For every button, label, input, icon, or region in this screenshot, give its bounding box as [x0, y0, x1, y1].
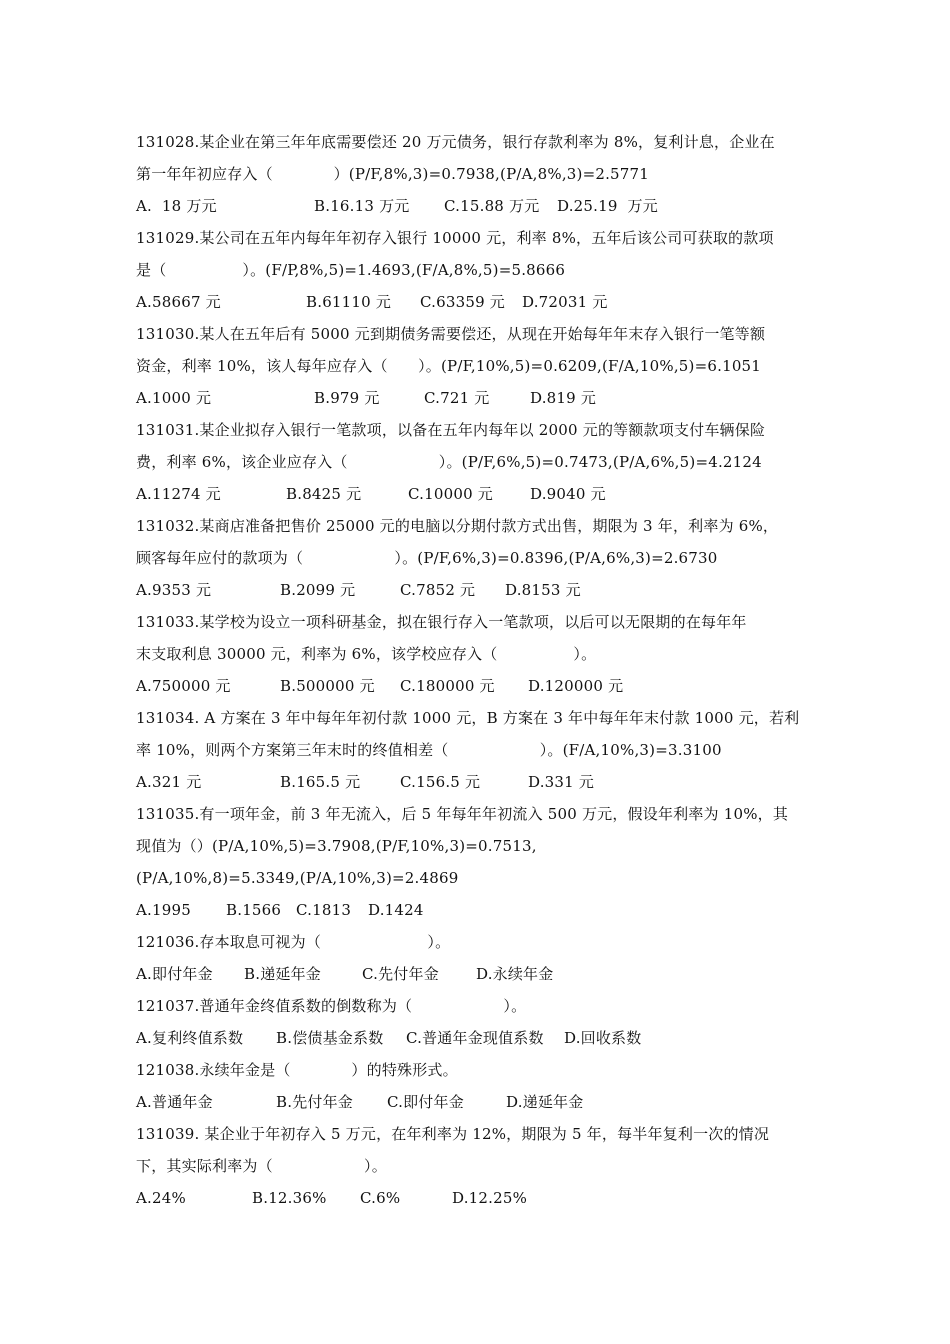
answer-option-b: B.先付年金 — [276, 1093, 353, 1111]
question-text-continued: 率 10%，则两个方案第三年末时的终值相差（ ）。(F/A,10%,3)=3.3100 — [136, 741, 722, 759]
answer-option-a: A.1000 元 — [136, 389, 212, 407]
question-text-continued: 下，其实际利率为（ ）。 — [136, 1157, 387, 1175]
question-text-continued: 费，利率 6%，该企业应存入（ ）。(P/F,6%,5)=0.7473,(P/A,6%,5)=4.2124 — [136, 453, 762, 471]
answer-option-c: C.1813 — [296, 901, 352, 919]
answer-option-c: C.7852 元 — [400, 581, 476, 599]
question-text: 131029.某公司在五年内每年年初存入银行 10000 元，利率 8%，五年后该公司可获取的款项 — [136, 229, 774, 247]
question-text-continued: 顾客每年应付的款项为（ ）。(P/F,6%,3)=0.8396,(P/A,6%,3)=2.6730 — [136, 549, 718, 567]
answer-option-a: A.普通年金 — [136, 1093, 213, 1111]
answer-option-b: B.8425 元 — [286, 485, 362, 503]
answer-option-c: C.6% — [360, 1189, 401, 1207]
answer-option-c: C.15.88 万元 — [444, 197, 540, 215]
answer-option-d: D.回收系数 — [564, 1029, 642, 1047]
answer-option-a: A.复利终值系数 — [136, 1029, 244, 1047]
answer-option-a: A. 18 万元 — [136, 197, 217, 215]
answer-option-d: D.永续年金 — [476, 965, 554, 983]
answer-option-a: A.11274 元 — [136, 485, 221, 503]
answer-option-c: C.即付年金 — [387, 1093, 464, 1111]
answer-option-d: D.25.19 万元 — [557, 197, 658, 215]
answer-option-a: A.750000 元 — [136, 677, 231, 695]
question-text-continued: 现值为（）(P/A,10%,5)=3.7908,(P/F,10%,3)=0.7513, — [136, 837, 537, 855]
answer-option-d: D.12.25% — [452, 1189, 528, 1207]
answer-option-d: D.9040 元 — [530, 485, 606, 503]
answer-option-a: A.1995 — [136, 901, 191, 919]
answer-option-a: A.24% — [136, 1189, 186, 1207]
answer-option-a: A.58667 元 — [136, 293, 221, 311]
answer-option-c: C.普通年金现值系数 — [406, 1029, 544, 1047]
answer-option-d: D.72031 元 — [522, 293, 608, 311]
question-text: 121038.永续年金是（ ）的特殊形式。 — [136, 1061, 458, 1079]
question-text: 131031.某企业拟存入银行一笔款项，以备在五年内每年以 2000 元的等额款项支付车辆保险 — [136, 421, 766, 439]
answer-option-b: B.165.5 元 — [280, 773, 361, 791]
answer-option-b: B.1566 — [226, 901, 282, 919]
answer-option-c: C.721 元 — [424, 389, 490, 407]
question-text: 121036.存本取息可视为（ ）。 — [136, 933, 451, 951]
question-text-continued: 是（ ）。(F/P,8%,5)=1.4693,(F/A,8%,5)=5.8666 — [136, 261, 566, 279]
answer-option-c: C.10000 元 — [408, 485, 493, 503]
answer-option-a: A.9353 元 — [136, 581, 212, 599]
question-text: 131033.某学校为设立一项科研基金，拟在银行存入一笔款项，以后可以无限期的在每年年 — [136, 613, 747, 631]
answer-option-d: D.8153 元 — [505, 581, 581, 599]
question-text-continued: 资金，利率 10%，该人每年应存入（ ）。(P/F,10%,5)=0.6209,(F/A,10%,5)=6.1051 — [136, 357, 762, 375]
answer-option-d: D.331 元 — [528, 773, 595, 791]
answer-option-d: D.1424 — [368, 901, 424, 919]
question-text: 131032.某商店准备把售价 25000 元的电脑以分期付款方式出售，期限为 3 年，利率为 6%， — [136, 517, 779, 535]
answer-option-c: C.先付年金 — [362, 965, 439, 983]
question-text: 131028.某企业在第三年年底需要偿还 20 万元债务，银行存款利率为 8%，复利计息，企业在 — [136, 133, 775, 151]
answer-option-d: D.120000 元 — [528, 677, 624, 695]
answer-option-b: B.递延年金 — [244, 965, 321, 983]
question-text-continued: 末支取利息 30000 元，利率为 6%，该学校应存入（ ）。 — [136, 645, 597, 663]
question-text-continued: 第一年年初应存入（ ）(P/F,8%,3)=0.7938,(P/A,8%,3)=2.5771 — [136, 165, 650, 183]
answer-option-b: B.61110 元 — [306, 293, 392, 311]
question-text-continued: (P/A,10%,8)=5.3349,(P/A,10%,3)=2.4869 — [136, 869, 459, 887]
question-text: 121037.普通年金终值系数的倒数称为（ ）。 — [136, 997, 527, 1015]
answer-option-d: D.819 元 — [530, 389, 597, 407]
answer-option-b: B.500000 元 — [280, 677, 375, 695]
answer-option-b: B.16.13 万元 — [314, 197, 410, 215]
answer-option-d: D.递延年金 — [506, 1093, 584, 1111]
answer-option-b: B.偿债基金系数 — [276, 1029, 384, 1047]
answer-option-b: B.2099 元 — [280, 581, 356, 599]
question-text: 131030.某人在五年后有 5000 元到期债务需要偿还，从现在开始每年年末存入银行一笔等额 — [136, 325, 766, 343]
answer-option-b: B.12.36% — [252, 1189, 327, 1207]
question-text: 131039. 某企业于年初存入 5 万元，在年利率为 12%，期限为 5 年，每半年复利一次的情况 — [136, 1125, 770, 1143]
answer-option-a: A.321 元 — [136, 773, 202, 791]
answer-option-c: C.156.5 元 — [400, 773, 481, 791]
answer-option-b: B.979 元 — [314, 389, 380, 407]
question-text: 131035.有一项年金，前 3 年无流入，后 5 年每年年初流入 500 万元，假设年利率为 10%，其 — [136, 805, 789, 823]
answer-option-a: A.即付年金 — [136, 965, 213, 983]
question-text: 131034. A 方案在 3 年中每年年初付款 1000 元，B 方案在 3 年中每年年末付款 1000 元，若利 — [136, 709, 800, 727]
answer-option-c: C.63359 元 — [420, 293, 505, 311]
answer-option-c: C.180000 元 — [400, 677, 495, 695]
